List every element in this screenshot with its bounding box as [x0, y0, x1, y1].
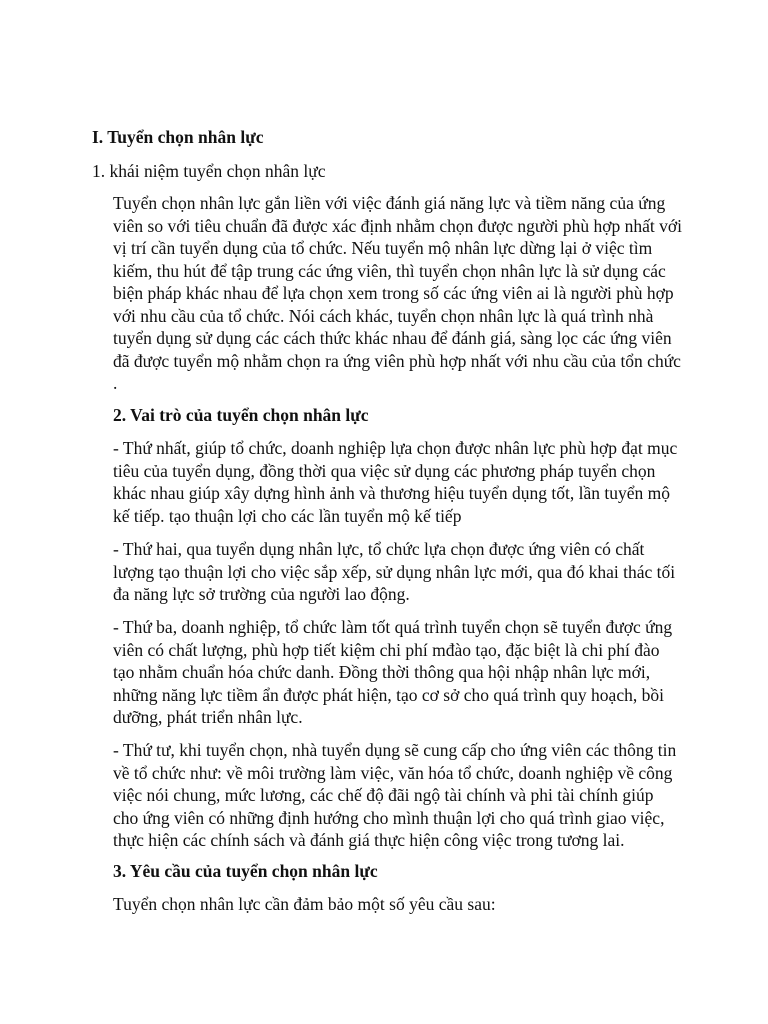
section-heading-3: 3. Yêu cầu của tuyển chọn nhân lực: [113, 861, 378, 881]
role-item-1: - Thứ nhất, giúp tổ chức, doanh nghiệp lựa chọn được nhân lực phù hợp đạt mục tiêu của tuyển dụng, đồng thời qua việc sử dụng các phương pháp tuyển chọn khác nhau giúp xây dựng hình ảnh và thương hiệu tuyển dụng tốt, lần tuyển mộ kế tiếp. tạo thuận lợi cho các lần tuyển mộ kế tiếp: [113, 438, 678, 526]
section-heading-2: 2. Vai trò của tuyển chọn nhân lực: [113, 405, 369, 425]
subsection-heading-1: 1. khái niệm tuyển chọn nhân lực: [92, 161, 326, 181]
section-heading-1: I. Tuyển chọn nhân lực: [92, 127, 264, 147]
role-item-2: - Thứ hai, qua tuyển dụng nhân lực, tổ chức lựa chọn được ứng viên có chất lượng tạo thuận lợi cho việc sắp xếp, sử dụng nhân lực mới, qua đó khai thác tối đa năng lực sở trường của người lao động.: [113, 539, 676, 604]
role-item-4: - Thứ tư, khi tuyển chọn, nhà tuyển dụng sẽ cung cấp cho ứng viên các thông tin về tổ chức như: về môi trường làm việc, văn hóa tổ chức, doanh nghiệp về công việc nói chung, mức lương, các chế độ đãi ngộ tài chính và phi tài chính giúp cho ứng viên có những định hướng cho mình thuận lợi cho quá trình giao việc, thực hiện các chính sách và đánh giá thực hiện công việc trong tương lai.: [113, 740, 677, 850]
role-item-3: - Thứ ba, doanh nghiệp, tổ chức làm tốt quá trình tuyển chọn sẽ tuyển được ứng viên có chất lượng, phù hợp tiết kiệm chi phí mđào tạo, đặc biệt là chi phí đào tạo nhằm chuẩn hóa chức danh. Đồng thời thông qua hội nhập nhân lực mới, những năng lực tiềm ẩn được phát hiện, tạo cơ sở cho quá trình quy hoạch, bồi dưỡng, phát triển nhân lực.: [113, 617, 673, 727]
definition-paragraph: Tuyển chọn nhân lực gắn liền với việc đánh giá năng lực và tiềm năng của ứng viên so với tiêu chuẩn đã được xác định nhằm chọn được người phù hợp nhất với vị trí cần tuyển dụng của tổ chức. Nếu tuyển mộ nhân lực dừng lại ở việc tìm kiếm, thu hút để tập trung các ứng viên, thì tuyển chọn nhân lực là sử dụng các biện pháp khác nhau để lựa chọn xem trong số các ứng viên ai là người phù hợp với nhu cầu của tổ chức. Nói cách khác, tuyển chọn nhân lực là quá trình nhà tuyển dụng sử dụng các cách thức khác nhau để đánh giá, sàng lọc các ứng viên đã được tuyển mộ nhằm chọn ra ứng viên phù hợp nhất với nhu cầu của tổn chức .: [113, 193, 683, 393]
requirements-intro: Tuyển chọn nhân lực cần đảm bảo một số yêu cầu sau:: [113, 894, 496, 914]
